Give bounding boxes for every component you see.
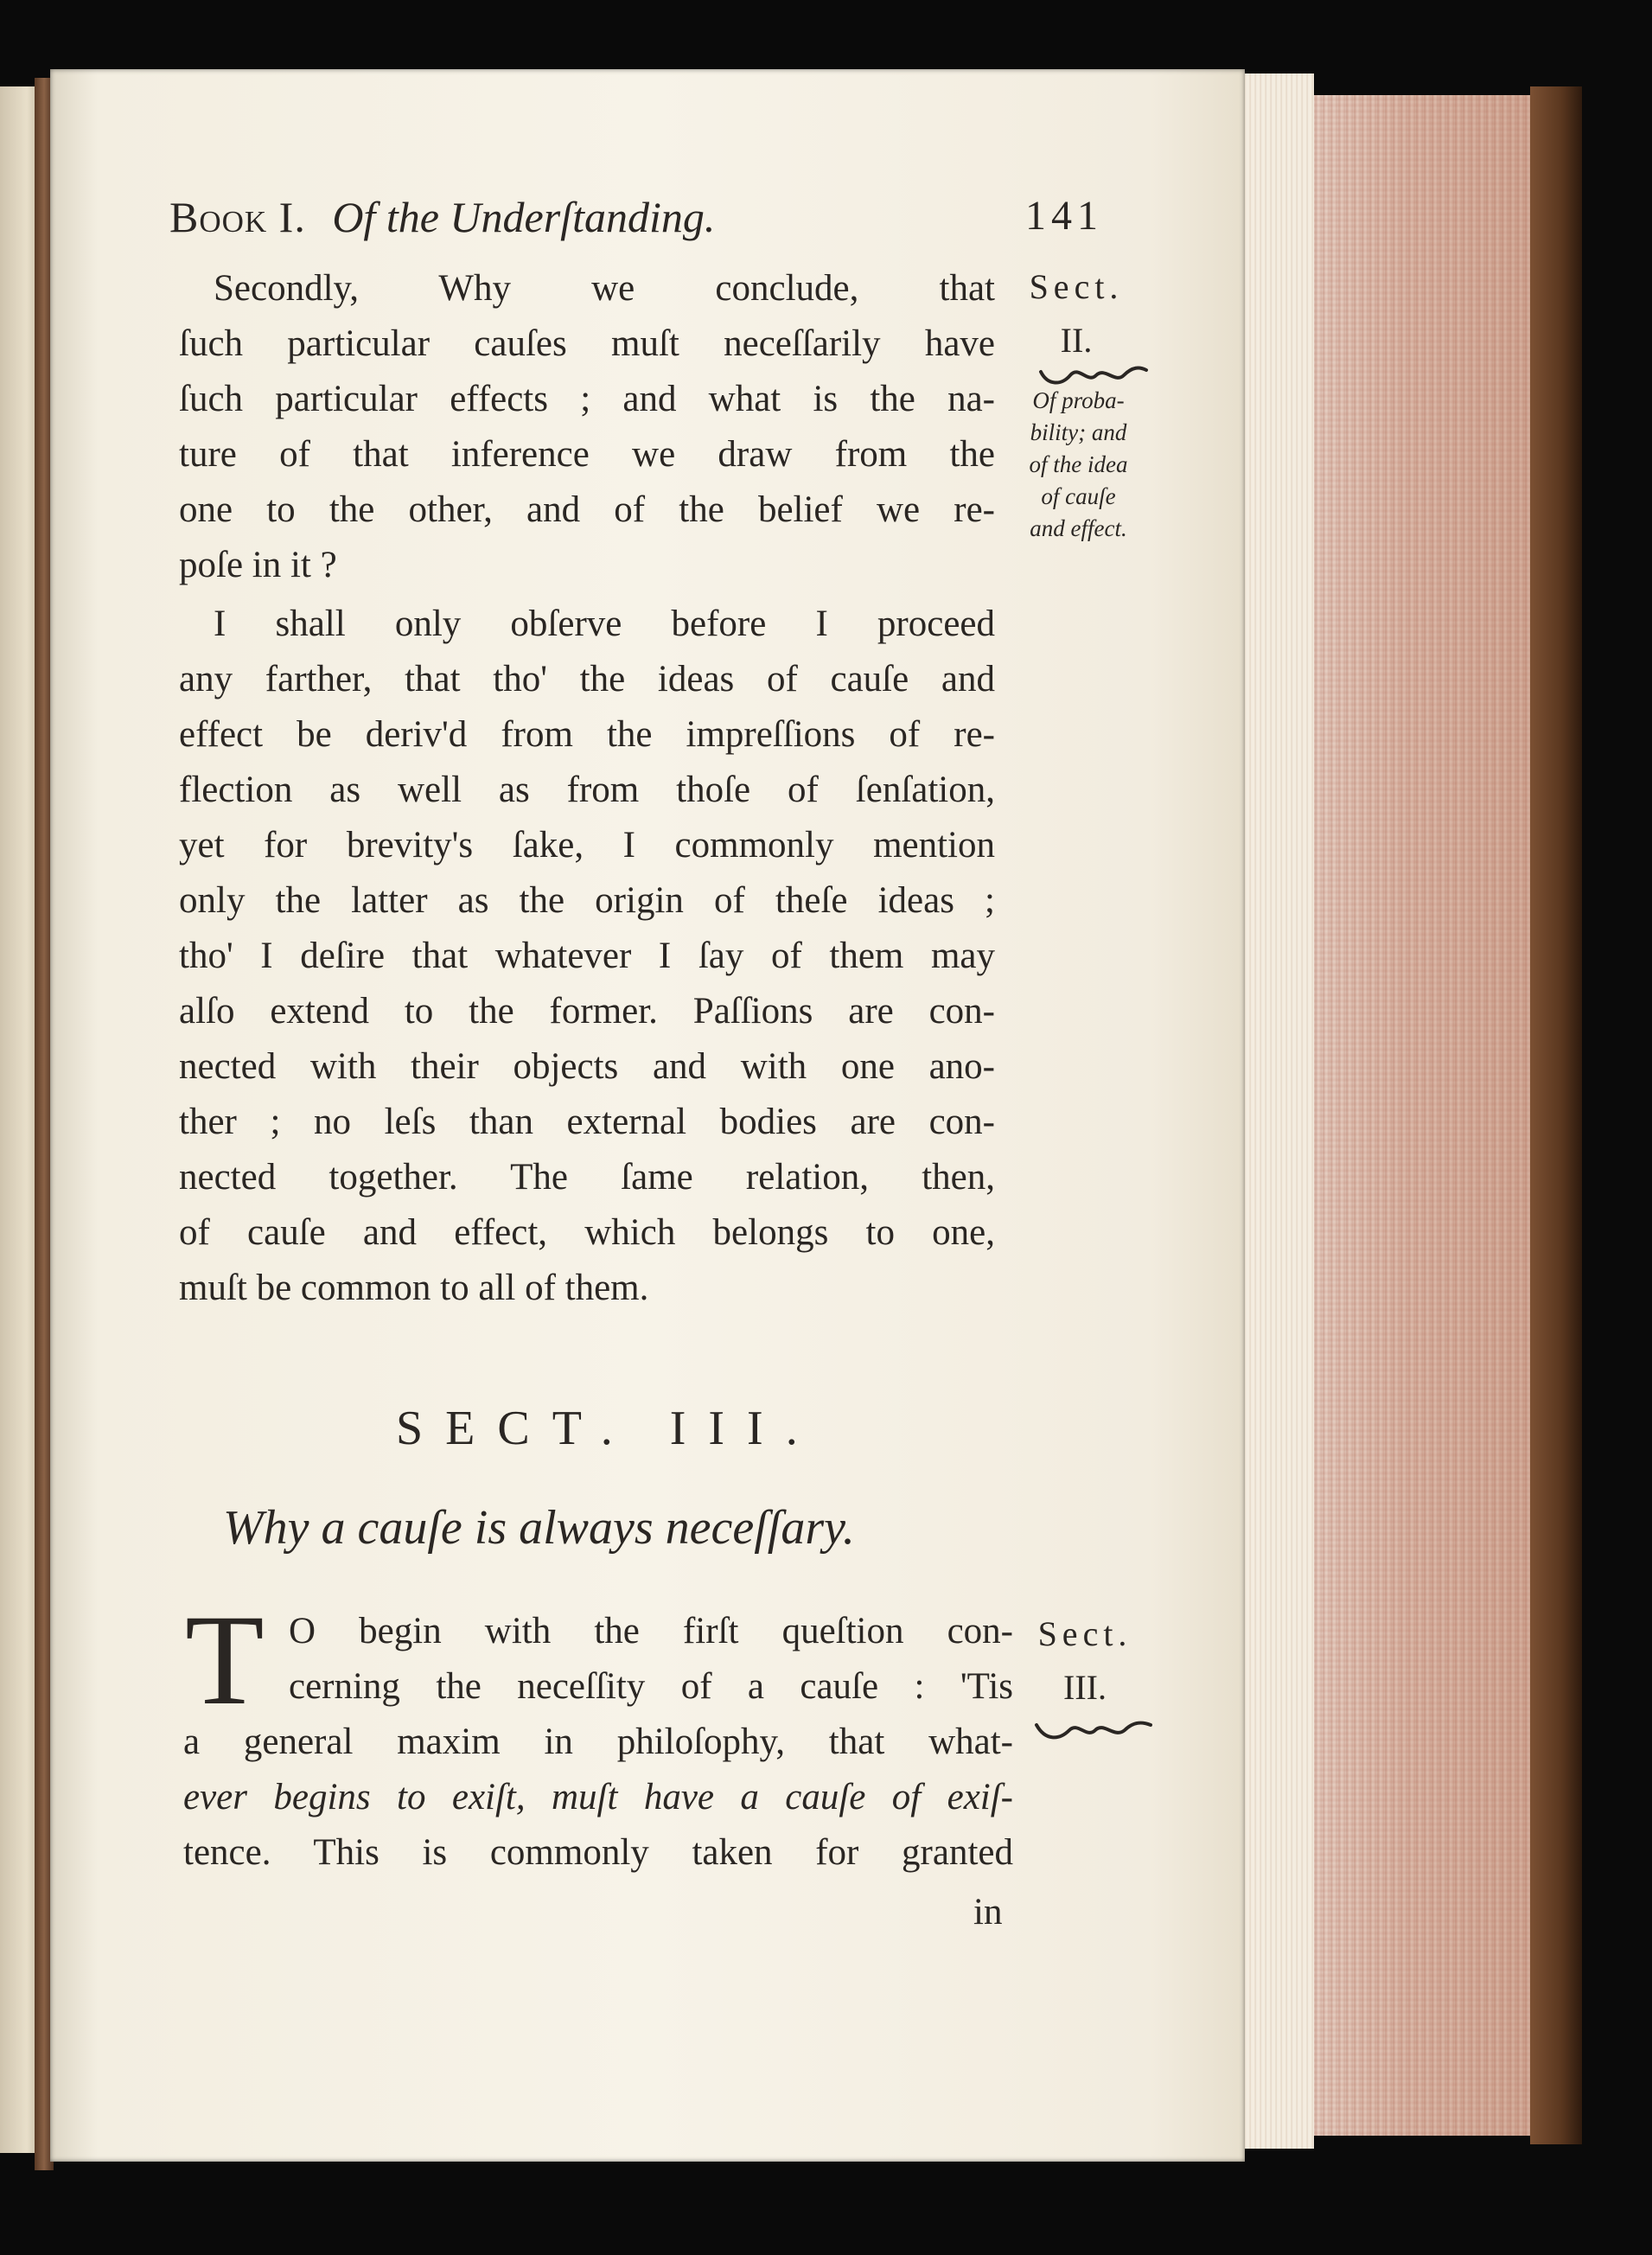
text-line: tence. This is commonly taken for granted bbox=[183, 1832, 1013, 1873]
margin-sect-label: Sect. bbox=[1029, 267, 1124, 306]
text-line: a general maxim in philoſophy, that what- bbox=[183, 1722, 1013, 1762]
section-subtitle: Why a cauſe is always neceſſary. bbox=[223, 1501, 855, 1555]
gloss-line: bility; and bbox=[1030, 419, 1127, 445]
paragraph-secondly bbox=[179, 261, 995, 593]
text-line: only the latter as the origin of theſe ideas ; bbox=[179, 880, 995, 921]
text-line: ther ; no leſs than external bodies are con- bbox=[179, 1102, 995, 1142]
text-line: poſe in it ? bbox=[179, 545, 337, 585]
paragraph-i-shall bbox=[179, 597, 995, 1316]
text-line: alſo extend to the former. Paſſions are con- bbox=[179, 991, 995, 1032]
drop-cap: T bbox=[185, 1588, 265, 1732]
text-line: O begin with the firſt queſtion con- bbox=[289, 1611, 1013, 1651]
page-fore-edge bbox=[1236, 73, 1314, 2149]
speckled-edge bbox=[1314, 95, 1539, 2136]
text-line: ſuch particular effects ; and what is the na- bbox=[179, 379, 995, 419]
gloss-line: and effect. bbox=[1030, 515, 1127, 541]
text-line: of cauſe and effect, which belongs to one, bbox=[179, 1212, 995, 1253]
page-number: 141 bbox=[1025, 193, 1103, 239]
text-line: ever begins to exiſt, muſt have a cauſe of exiſ- bbox=[183, 1777, 1013, 1817]
text-line: tho' I deſire that whatever I ſay of them may bbox=[179, 936, 995, 976]
running-title: Of the Underſtanding. bbox=[332, 193, 716, 241]
text-line: nected with their objects and with one ano- bbox=[179, 1046, 995, 1087]
ornament-flourish-icon bbox=[1033, 1716, 1154, 1744]
gloss-line: Of proba- bbox=[1032, 387, 1125, 413]
text-line: yet for brevity's ſake, I commonly mention bbox=[179, 825, 995, 866]
text-line: muſt be common to all of them. bbox=[179, 1268, 649, 1308]
text-line: effect be deriv'd from the impreſſions of re- bbox=[179, 714, 995, 755]
margin-sect-number: III. bbox=[1063, 1668, 1107, 1707]
text-line: ture of that inference we draw from the bbox=[179, 434, 995, 475]
book-binding bbox=[1530, 86, 1582, 2144]
text-line: ſuch particular cauſes muſt neceſſarily have bbox=[179, 323, 995, 364]
margin-sect-label: Sect. bbox=[1037, 1614, 1132, 1653]
section-heading: SECT. III. bbox=[396, 1402, 820, 1455]
margin-gloss bbox=[1003, 385, 1154, 545]
text-line: nected together. The ſame relation, then, bbox=[179, 1157, 995, 1198]
book-label: Book I. bbox=[169, 193, 306, 241]
running-head bbox=[169, 192, 715, 242]
paragraph-to-begin bbox=[183, 1588, 1013, 1881]
margin-sect-number: II. bbox=[1060, 321, 1093, 360]
text-line: I shall only obſerve before I proceed bbox=[214, 604, 995, 644]
catchword: in bbox=[973, 1892, 1003, 1932]
text-line: flection as well as from thoſe of ſenſation, bbox=[179, 770, 995, 810]
text-line: Secondly, Why we conclude, that bbox=[214, 268, 995, 309]
text-line: one to the other, and of the belief we re- bbox=[179, 489, 995, 530]
text-line: cerning the neceſſity of a cauſe : 'Tis bbox=[289, 1666, 1013, 1707]
gloss-line: of cauſe bbox=[1041, 483, 1116, 509]
gloss-line: of the idea bbox=[1029, 451, 1128, 477]
text-line: any farther, that tho' the ideas of cauſe and bbox=[179, 659, 995, 699]
